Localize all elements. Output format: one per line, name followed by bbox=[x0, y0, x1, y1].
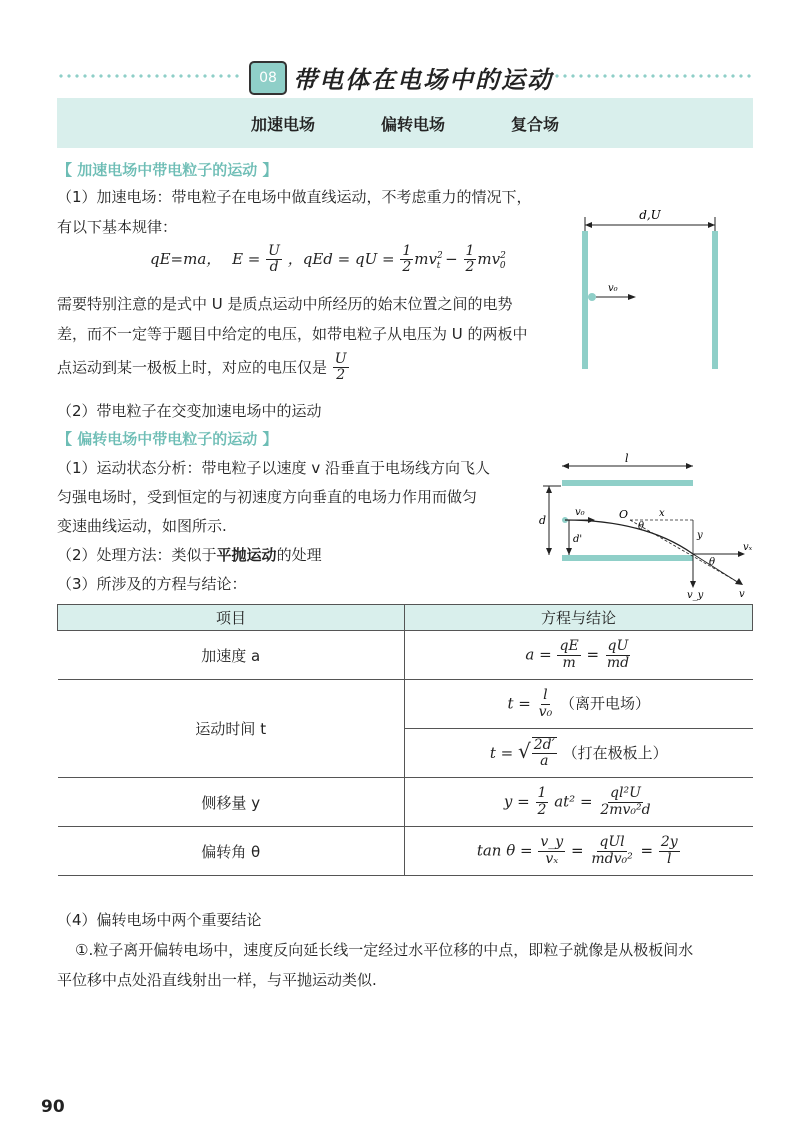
label-y: y bbox=[697, 530, 703, 541]
row-label-angle: 偏转角 θ bbox=[58, 827, 405, 876]
tab-acceleration[interactable]: 加速电场 bbox=[250, 114, 315, 134]
table-row bbox=[58, 631, 753, 680]
text-line: （1）运动状态分析：带电粒子以速度 v 沿垂直于电场线方向飞人 bbox=[57, 459, 490, 477]
header-dots-right bbox=[553, 73, 753, 79]
chapter-badge: 08 bbox=[249, 61, 287, 95]
text-line: （3）所涉及的方程与结论： bbox=[57, 575, 247, 593]
text-line: 需要特别注意的是式中 U 是质点运动中所经历的始末位置之间的电势 bbox=[57, 295, 513, 313]
right-plate bbox=[712, 231, 718, 369]
text-line: 平位移中点处沿直线射出一样，与平抛运动类似. bbox=[57, 971, 377, 989]
page-number: 90 bbox=[41, 1097, 65, 1117]
section-heading-acceleration: 【 加速电场中带电粒子的运动 】 bbox=[57, 161, 278, 179]
table-header: 方程与结论 bbox=[405, 605, 753, 631]
table-row bbox=[58, 680, 753, 729]
figure-deflection bbox=[535, 452, 755, 602]
label-d: d bbox=[539, 514, 547, 527]
row-formula-time-leave: t = $\frac{l}{\text{v₀}}$ （离开电场） bbox=[405, 680, 753, 729]
bottom-plate bbox=[562, 555, 693, 561]
label-v: v bbox=[739, 589, 745, 600]
header-dots-left bbox=[57, 73, 243, 79]
label-theta: θ bbox=[638, 521, 645, 532]
text-line: 变速曲线运动，如图所示. bbox=[57, 517, 227, 535]
row-formula-angle: tan θ = $\frac{v\_y}{\text{vₓ}}$ = $\frac{\text{qUl}}{\text{mdv₀²}}$ = $\frac{2y}{l}$ bbox=[405, 827, 753, 876]
row-formula-time-hit: t = √ $\frac{2d'}{a}$ （打在极板上） bbox=[405, 729, 753, 778]
table-row bbox=[58, 778, 753, 827]
label-vy: v_y bbox=[687, 590, 704, 601]
tab-compound[interactable]: 复合场 bbox=[511, 114, 560, 134]
label-v0: v₀ bbox=[575, 507, 585, 518]
arrowhead bbox=[708, 222, 715, 228]
row-formula-displacement: y = $\frac{1}{2}$ at² = $\frac{\text{ql²U}}{\text{2mv₀²d}}$ bbox=[405, 778, 753, 827]
text-line: 差，而不一定等于题目中给定的电压，如带电粒子从电压为 U 的两板中 bbox=[57, 325, 528, 343]
tab-deflection[interactable]: 偏转电场 bbox=[380, 114, 445, 134]
text-line: ①.粒子离开偏转电场中，速度反向延长线一定经过水平位移的中点，即粒子就像是从极板间水 bbox=[75, 941, 694, 959]
label-l: l bbox=[625, 452, 629, 465]
label-v0: v₀ bbox=[608, 283, 618, 294]
text-line: （2）处理方法：类似于平抛运动的处理 bbox=[57, 546, 322, 564]
charged-particle bbox=[588, 293, 596, 301]
label-theta-2: θ bbox=[709, 557, 716, 568]
arrowhead bbox=[585, 222, 592, 228]
row-label-displacement: 侧移量 y bbox=[58, 778, 405, 827]
table-row bbox=[58, 827, 753, 876]
text-line: 有以下基本规律： bbox=[57, 218, 178, 236]
trajectory bbox=[565, 520, 693, 554]
text-line: （2）带电粒子在交变加速电场中的运动 bbox=[57, 402, 322, 420]
text-line-with-fraction: 点运动到某一极板上时，对应的电压仅是 $\frac{U}{2}$ bbox=[57, 351, 347, 384]
label-dU: d,U bbox=[639, 208, 661, 222]
label-x: x bbox=[659, 508, 665, 519]
section-heading-deflection: 【 偏转电场中带电粒子的运动 】 bbox=[57, 430, 278, 448]
row-label-acceleration: 加速度 a bbox=[58, 631, 405, 680]
label-d-prime: d' bbox=[573, 534, 583, 545]
text-line: （4）偏转电场中两个重要结论 bbox=[57, 911, 262, 929]
row-formula-acceleration: a = $\frac{qE}{m}$ = $\frac{qU}{md}$ bbox=[405, 631, 753, 680]
top-plate bbox=[562, 480, 693, 486]
equations-table bbox=[57, 604, 753, 876]
row-label-time: 运动时间 t bbox=[58, 680, 405, 778]
table-header-row bbox=[58, 605, 753, 631]
label-vx: vₓ bbox=[743, 542, 753, 553]
figure-accelerating-plates bbox=[570, 205, 730, 375]
formula-acceleration: qE=ma， E = $\frac{U}{d}$ ，qEd = qU = $\frac{1}{2}$ $mv^2_t$ − $\frac{1}{2}$ $mv^2_0$ bbox=[150, 243, 506, 276]
topic-tabbar bbox=[57, 98, 753, 148]
left-plate bbox=[582, 231, 588, 369]
label-O: O bbox=[619, 508, 629, 521]
text-line: （1）加速电场：带电粒子在电场中做直线运动，不考虑重力的情况下， bbox=[57, 188, 532, 206]
chapter-title: 带电体在电场中的运动 bbox=[293, 65, 553, 94]
table-header: 项目 bbox=[58, 605, 405, 631]
text-line: 匀强电场时，受到恒定的与初速度方向垂直的电场力作用而做匀 bbox=[57, 488, 478, 506]
